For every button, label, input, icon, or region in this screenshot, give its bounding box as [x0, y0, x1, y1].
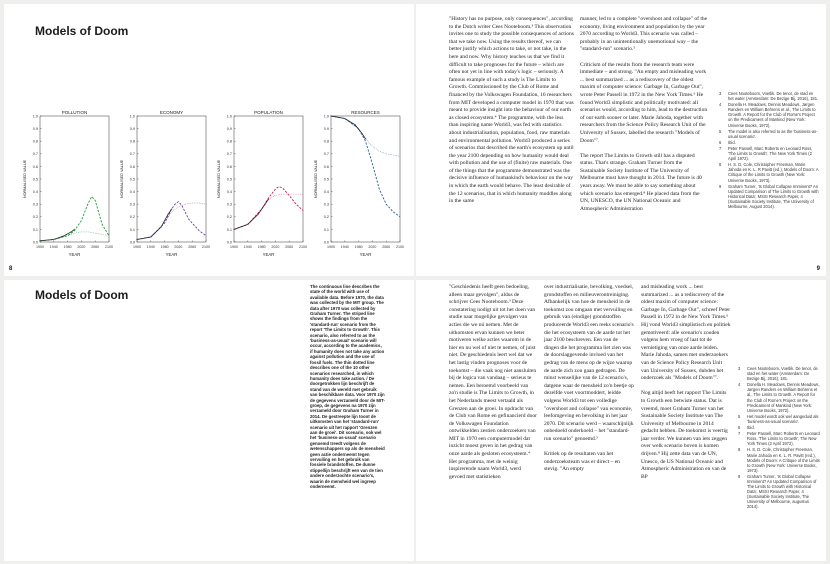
- data-point: [361, 133, 362, 134]
- footnote: [719, 129, 819, 139]
- data-point: [365, 138, 366, 139]
- page-title: Models of Doom: [35, 24, 129, 38]
- y-tick-label: 0.8: [226, 139, 232, 144]
- y-tick-label: 0.9: [323, 127, 329, 131]
- footnotes: [719, 91, 819, 267]
- y-tick-label: 0.7: [323, 152, 329, 157]
- series-dotted-line: [331, 116, 400, 156]
- chart-pollution: [23, 110, 113, 257]
- footnote-text: Graham Turner, 'Is Global Collapse Imminent? An Updated Comparison of The Limits to Growth with Historical Data', MSSI Research Paper, 4 (Sustainable Society Institute, The University of Melbourne, August 2014).: [728, 183, 819, 209]
- footnote: [738, 414, 820, 424]
- y-tick-label: 0.0: [323, 240, 329, 245]
- y-tick-label: 1.0: [32, 114, 38, 119]
- data-point: [257, 214, 258, 215]
- footnote: [719, 91, 819, 101]
- x-tick-label: 1940: [49, 245, 58, 249]
- body-column-3: and misleading work ... best summarized ... as a rediscovery of the oldest maxim of computer science: Garbage In, Garbage Out", schreef Peter Passell in 1972 in de New York Times.⁶ Hij vond World3 simplistisch en politiek gemotiveerd: alle scenario's zouden volgens hem vroeg of laat tot de vernietiging van onze aarde leiden. Marie Jahoda, samen met onderzoekers van de Science Policy Research Unit van University of Sussex, dubden het onderzoek als "Models of Doom"⁷. Nog altijd heeft het rapport The Limits to Growth een betwiste status. Dat is vreemd, moet Graham Turner van het Sustainable Society Institute van The University of Melbourne in 2014 gedacht hebben. De toekomst is veertig jaar verder. We kunnen van iets zeggen over welk scenario boven is komen drijven.⁸ Hij zette data van de UN, Unesco, de US National Oceanic and Atmospheric Administration en van de BP: [641, 284, 731, 480]
- chart-row: [16, 108, 406, 276]
- y-tick-label: 0.1: [129, 227, 135, 232]
- y-tick-label: 1.0: [226, 114, 232, 119]
- data-point: [247, 224, 248, 225]
- data-point: [171, 209, 172, 210]
- footnote: [738, 431, 820, 446]
- x-tick-label: 1940: [146, 245, 155, 249]
- y-tick-label: 0.3: [323, 202, 329, 207]
- data-point: [39, 240, 40, 241]
- x-tick-label: 1980: [160, 245, 169, 249]
- y-tick-label: 0.8: [323, 139, 329, 144]
- x-axis-label: YEAR: [359, 252, 372, 257]
- x-tick-label: 1980: [63, 245, 72, 249]
- y-tick-label: 0.2: [129, 215, 135, 220]
- footnote-text: The model is also referred to as the 'business-as-usual scenario'.: [728, 128, 818, 139]
- y-tick-label: 0.4: [226, 190, 232, 194]
- data-point: [53, 239, 54, 240]
- top-right-page: [416, 4, 826, 276]
- footnote-number: 9: [738, 473, 741, 479]
- footnote-text: Ibid.: [728, 139, 736, 145]
- data-point: [264, 204, 265, 205]
- footnote: [719, 162, 819, 182]
- y-tick-label: 0.9: [226, 127, 232, 131]
- body-column-1: "Geschiedenis heeft geen bedoeling, alleen maar gevolgen", aldus de schrijver Cees Nooteboom.³ Deze constatering nodigt uit tot het doen van studie naar mogelijke gevolgen van acties die we nú nemen. Met de uitkomsten ervan kunnen we beter motiveren welke acties waarom in de hier en nu wel of niet te nemen, of juist niet. De geschiedenis leert wel dat we het lastig vinden prognoses voor de toekomst – die vaak nog niet aansluiten bij de logica van vandaag – serieus te nemen. Een beroemd voorbeeld van zo'n studie is The Limits to Growth, in het Nederlands meest vertaald als Grenzen aan de groei. In opdracht van de Club van Rome en gefinancierd door de Volkswagen Foundation ontwikkelden zestien onderzoekers van MIT in 1970 een computermodel dat inzicht moest geven in het gedrag van onze aarde als gesloten ecosysteem.⁴ Het programma, met de weinig inspirerende naam World3, werd gevoed met statistieken: [449, 284, 537, 480]
- figure-caption: The continuous line describes the state of the world with use of available data. Before 1970, the data was collected by the MIT group. The data after 1970 was collected by Graham Turner. The striped line shows the findings from the 'standard-run' scenario from the report 'The Limits to Growth'. This scenario, also referred to as the 'business-as-usual' scenario will occur, according to the academics, if humanity does not take any action against pollution and the use of fossil fuels. The thin dotted line describes one of the 10 other scenarios researched, in which humanity does take action. / De doorgetrokken lijn beschrijft de stand van de wereld met gebruik van beschikbare data. Voor 1970 zijn de gegevens verzameld door de MIT-groep, de gegevens na 1970 zijn verzameld door Graham Turner in 2014. De gestreepte lijn toont de uitkomsten van het 'standard-run' scenario uit het rapport 'Grenzen aan de groei'. Dit scenario, ook wel het 'business-as-usual' scenario genoemd treedt volgens de wetenschappers op als de mensheid geen actie onderneemt tegen vervuiling en het gebruik van fossiele brandstoffen. De dunne stippellijn beschrijft een van de tien andere onderzochte scenario's, waarin de mensheid wel ingreep onderneemt.: [310, 284, 385, 490]
- chart-title: POPULATION: [254, 110, 283, 115]
- y-tick-label: 0.5: [129, 177, 135, 182]
- y-axis-label: NORMALISED VALUE: [23, 159, 27, 199]
- footnote: [738, 474, 820, 510]
- y-tick-label: 0.2: [226, 215, 232, 220]
- x-tick-label: 2060: [382, 245, 391, 249]
- footnote-number: 6: [738, 425, 741, 431]
- footnote-text: Cees Nooteboom, Voetlik. De tenor, de stad en het water (Amsterdam: De Bezige Bij, 2016), 181.: [728, 91, 819, 102]
- bottom-right-page: [310, 280, 826, 561]
- footnote-number: 7: [738, 431, 741, 437]
- footnote-number: 4: [719, 102, 722, 108]
- series-dashed-line: [234, 187, 303, 230]
- data-point: [268, 198, 269, 199]
- x-axis-label: YEAR: [165, 252, 178, 257]
- x-tick-label: 1900: [133, 245, 141, 249]
- x-axis-label: YEAR: [262, 252, 275, 257]
- y-tick-label: 0.0: [32, 240, 38, 245]
- chart-title: RESOURCES: [351, 110, 380, 115]
- x-axis-label: YEAR: [68, 252, 81, 257]
- y-tick-label: 0.9: [32, 127, 38, 131]
- body-column-2: over industrialisatie, bevolking, voedsel, grondstoffen en milieuverontreiniging. Afhankelijk van hoe de mensheid in de toekomst zou omgaan met vervuiling en gebruik van (eindige) grondstoffen produceerde World3 een reeks scenario's die het ecosysteem van de aarde tot het jaar 2100 beschreven. Een van de dingen die het programma liet zien was de doorslaggevende invloed van het gedrag van de mens op de wijze waarop de aarde zich zou gaan gedragen. De minst wenselijke van de 12 scenario's, datgene waar de mensheid zo'n beetje op dezelfde voet voortmoddert, leidde volgens World3 tot een volledige "overshoot and collapse" van economie, leefomgeving en bevolking in het jaar 2070. Dit scenario werd – waarschijnlijk onbedoeld onderkoeld – het "standard-run scenario" genoemd.⁵ Kritiek op de resultaten van het onderzoeksteam was er direct – en stevig. "An empty: [544, 284, 634, 473]
- y-tick-label: 0.8: [32, 139, 38, 144]
- footnote-text: Peter Passell, Marc Roberts en Leonard Ross, 'The Limits to Growth', The New York Times (2 April 1972).: [728, 145, 813, 162]
- chart-economy: [120, 110, 210, 257]
- series-solid-line: [137, 209, 172, 239]
- x-tick-label: 2100: [396, 245, 404, 249]
- y-tick-label: 0.2: [32, 215, 38, 220]
- footnote-number: 9: [719, 183, 722, 189]
- y-tick-label: 0.3: [226, 202, 232, 207]
- x-tick-label: 2100: [202, 245, 210, 249]
- page-number: 9: [816, 266, 820, 272]
- footnote: [719, 140, 819, 145]
- y-tick-label: 0.4: [32, 190, 38, 194]
- footnote-text: Ibid.: [747, 425, 755, 431]
- series-solid-line: [331, 116, 366, 139]
- footnote: [738, 366, 820, 381]
- y-tick-label: 0.2: [323, 215, 329, 220]
- y-tick-label: 0.1: [32, 227, 38, 232]
- x-tick-label: 2020: [271, 245, 280, 249]
- chart-resources: [314, 110, 404, 257]
- y-tick-label: 0.1: [323, 227, 329, 232]
- x-tick-label: 2020: [174, 245, 183, 249]
- y-tick-label: 0.3: [129, 202, 135, 207]
- footnote-number: 3: [719, 91, 722, 96]
- y-tick-label: 0.5: [323, 177, 329, 182]
- y-tick-label: 0.6: [32, 164, 38, 169]
- page-title: Models of Doom: [35, 288, 129, 302]
- x-tick-label: 1900: [230, 245, 238, 249]
- y-tick-label: 0.6: [226, 164, 232, 169]
- footnote: [719, 184, 819, 209]
- data-point: [70, 231, 71, 232]
- footnote-text: H. S. D. Cole, Christopher Freeman, Marie Jahoda en K. L. R. Pavitt (red.), Models of Doom: A Critique of the Limits to Growth (New York: Universe Books, 1973).: [747, 447, 820, 473]
- y-tick-label: 0.5: [32, 177, 38, 182]
- data-point: [233, 229, 234, 230]
- charts-svg: [16, 108, 406, 276]
- x-tick-label: 1900: [36, 245, 44, 249]
- footnote: [738, 382, 820, 413]
- y-tick-label: 0.4: [129, 190, 135, 194]
- body-column-1: "History has no purpose, only consequences", according to the Dutch writer Cees Nooteboom.³ This observation invites one to study the possible consequences of actions that we take now. Using the results thereof, we can better justify which actions to take, or not take, in the here and now. Why history teaches us that we find it difficult to take prognoses for the future – which are often not yet in line with today's logic – seriously. A famous example of such a study is The Limits to Growth. Commissioned by the Club of Rome and financed by the Volkswagen Foundation, 16 researchers from MIT developed a computer model in 1970 that was meant to provide insight into the behaviour of our earth as closed ecosystem.⁴ The programme, with the less than inspiring name World3, was fed with statistics about industrialisation, population, food, raw materials and environmental pollution. World3 produced a series of scenarios that described the earth's ecosystem up until the year 2100 depending on how humanity would deal with pollution and the use of (finite) raw materials. One of the things that the programme demonstrated was the decisive influence of humankind's behaviour on the way in which the earth would behave. The least desirable of the 12 scenarios, that in which humanity muddles along in the same: [449, 16, 574, 205]
- footnote-number: 3: [738, 366, 741, 371]
- y-axis-label: NORMALISED VALUE: [217, 159, 221, 199]
- x-tick-label: 2060: [188, 245, 197, 249]
- y-axis-label: NORMALISED VALUE: [120, 159, 124, 199]
- y-tick-label: 0.7: [129, 152, 135, 157]
- footnote-number: 5: [719, 128, 722, 134]
- footnote-text: Peter Passell, Marc Roberts en Leonard Ross, 'The Limits to Growth', The New York Times (2 April 1972).: [747, 431, 820, 447]
- x-tick-label: 1980: [354, 245, 363, 249]
- x-tick-label: 1940: [243, 245, 252, 249]
- y-axis-label: NORMALISED VALUE: [314, 159, 318, 199]
- footnote-number: 5: [738, 413, 741, 419]
- footnote-text: Het model wordt ook wel aangeduid als 'business-as-usual scenario'.: [747, 413, 819, 424]
- footnote-text: Donella H. Meadows, Dennis Meadows, Jørgen Randers en William Behrens et al., The Limits to Growth. A Report for the Club of Rome's Project on the Predicament of Mankind (New York: Universe Books, 1972).: [728, 102, 816, 128]
- data-point: [136, 239, 137, 240]
- series-solid-line: [40, 229, 75, 240]
- x-tick-label: 2020: [77, 245, 86, 249]
- y-tick-label: 0.3: [32, 202, 38, 207]
- data-point: [344, 118, 345, 119]
- footnote-text: Graham Turner, 'Is Global Collapse Imminent? An Updated Comparison of The Limits to Growth with Historical Data', MSSI Research Paper, 4 (Sustainable Society Institute, The University of Melbourne, augustus 2014).: [747, 473, 817, 510]
- x-tick-label: 1900: [327, 245, 335, 249]
- y-tick-label: 0.0: [226, 240, 232, 245]
- series-solid-line: [234, 199, 269, 229]
- y-tick-label: 1.0: [323, 114, 329, 119]
- y-tick-label: 0.7: [226, 152, 232, 157]
- footnote: [738, 425, 820, 430]
- top-left-page: [4, 4, 414, 276]
- chart-population: [217, 110, 307, 257]
- footnote-number: 8: [719, 162, 722, 168]
- plot-frame: [137, 116, 206, 242]
- footnotes: [738, 366, 820, 558]
- series-dashed-line: [40, 197, 109, 241]
- series-dashed-line: [331, 116, 400, 217]
- y-tick-label: 0.5: [226, 177, 232, 182]
- chart-title: ECONOMY: [159, 110, 184, 115]
- y-tick-label: 0.1: [226, 227, 232, 232]
- x-tick-label: 2100: [105, 245, 113, 249]
- x-tick-label: 2060: [285, 245, 294, 249]
- x-tick-label: 1940: [340, 245, 349, 249]
- y-tick-label: 0.7: [32, 152, 38, 157]
- chart-title: POLLUTION: [61, 110, 88, 115]
- series-dashed-line: [137, 202, 206, 240]
- x-tick-label: 1980: [257, 245, 266, 249]
- page-number: 8: [9, 266, 13, 272]
- y-tick-label: 0.0: [129, 240, 135, 245]
- data-point: [330, 115, 331, 116]
- y-tick-label: 0.6: [323, 164, 329, 169]
- y-tick-label: 0.6: [129, 164, 135, 169]
- footnote-number: 6: [719, 139, 722, 145]
- footnote-number: 8: [738, 447, 741, 453]
- y-tick-label: 0.4: [323, 190, 329, 194]
- x-tick-label: 2020: [368, 245, 377, 249]
- data-point: [354, 124, 355, 125]
- data-point: [74, 229, 75, 230]
- footnote-text: Cees Nooteboom, Voetlik. De tenor, de stad en het water (Amsterdam: De Bezige Bij, 2016), 181.: [747, 366, 818, 382]
- x-tick-label: 2100: [299, 245, 307, 249]
- data-point: [63, 235, 64, 236]
- footnote: [719, 102, 819, 127]
- plot-frame: [331, 116, 400, 242]
- y-tick-label: 1.0: [129, 114, 135, 119]
- footnote-number: 7: [719, 145, 722, 151]
- plot-frame: [234, 116, 303, 242]
- footnote: [719, 146, 819, 161]
- data-point: [167, 214, 168, 215]
- footnote-text: Donella H. Meadows, Dennis Meadows, Jørgen Randers en William Behrens et al., The Limits to Growth. A Report for the Club of Rome's Project on the Predicament of Mankind (New York: Universe Books, 1972).: [747, 382, 820, 413]
- plot-frame: [40, 116, 109, 242]
- footnote: [738, 447, 820, 472]
- data-point: [160, 226, 161, 227]
- footnote-number: 4: [738, 382, 741, 388]
- body-column-2: manner, led to a complete "overshoot and collapse" of the economy, living environment and population by the year 2070 according to World3. This scenario was called – probably in an unintentionally unemotional way – the "standard-run" scenario.⁵ Criticism of the results from the research team were immediate – and strong. "An empty and misleading work ... best summarized ... as a rediscovery of the oldest maxim of computer science: Garbage In, Garbage Out", wrote Peter Passell in 1972 in the New York Times.⁶ He found World3 simplistic and politically motivated: all scenarios would, according to him, lead to the destruction of our earth sooner or later. Marie Jahoda, together with researchers from the Science Policy Research Unit of the University of Sussex, labelled the research "Models of Doom"⁷. The report The Limits to Growth still has a disputed status. That's strange. Graham Turner from the Sustainable Society Institute of The University of Melbourne must have thought in 2014. The future is 40 years away. We must be able to say something about which scenario has emerged.⁸ He placed data from the UN, UNESCO, the UN National Oceanic and Atmospheric Administration: [580, 16, 708, 212]
- y-tick-label: 0.8: [129, 139, 135, 144]
- y-tick-label: 0.9: [129, 127, 135, 131]
- footnote-text: H. S. D. Cole, Christopher Freeman, Marie Jahoda en K. L. R Pavitt (ed.), Models of Doom: A Critique of the Limits to Growth (New York: Universe Books, 1973).: [728, 162, 819, 183]
- x-tick-label: 2060: [91, 245, 100, 249]
- series-dotted-line: [137, 203, 206, 240]
- data-point: [150, 236, 151, 237]
